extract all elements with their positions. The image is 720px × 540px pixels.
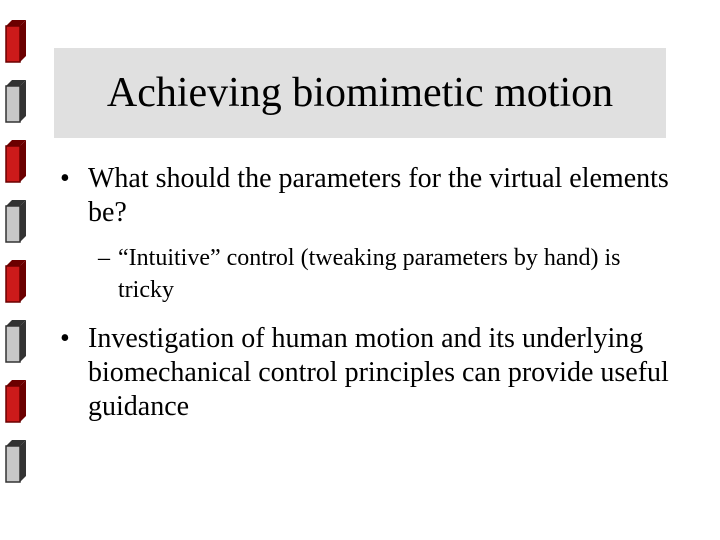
slide-title: Achieving biomimetic motion [106, 70, 614, 116]
bullet-text: What should the parameters for the virtual elements be? [88, 163, 669, 228]
sub-bullet-text: “Intuitive” control (tweaking parameters by hand) is tricky [118, 245, 621, 303]
red-block-decoration [6, 20, 26, 62]
slide-content [60, 162, 670, 424]
bullet-marker: • [60, 323, 70, 354]
red-block-decoration [6, 380, 26, 422]
side-decoration [0, 0, 40, 540]
bullet-text: Investigation of human motion and its underlying biomechanical control principles can provide useful guidance [88, 323, 669, 422]
decorative-blocks [0, 0, 40, 540]
red-block-decoration [6, 260, 26, 302]
gray-block-decoration [6, 80, 26, 122]
gray-block-decoration [6, 320, 26, 362]
gray-block-decoration [6, 440, 26, 482]
title-bar [54, 48, 666, 138]
sub-bullet-item [60, 242, 670, 306]
sub-bullet-marker: – [98, 245, 110, 271]
bullet-item [60, 322, 670, 424]
red-block-decoration [6, 140, 26, 182]
bullet-marker: • [60, 163, 70, 194]
bullet-item [60, 162, 670, 230]
gray-block-decoration [6, 200, 26, 242]
